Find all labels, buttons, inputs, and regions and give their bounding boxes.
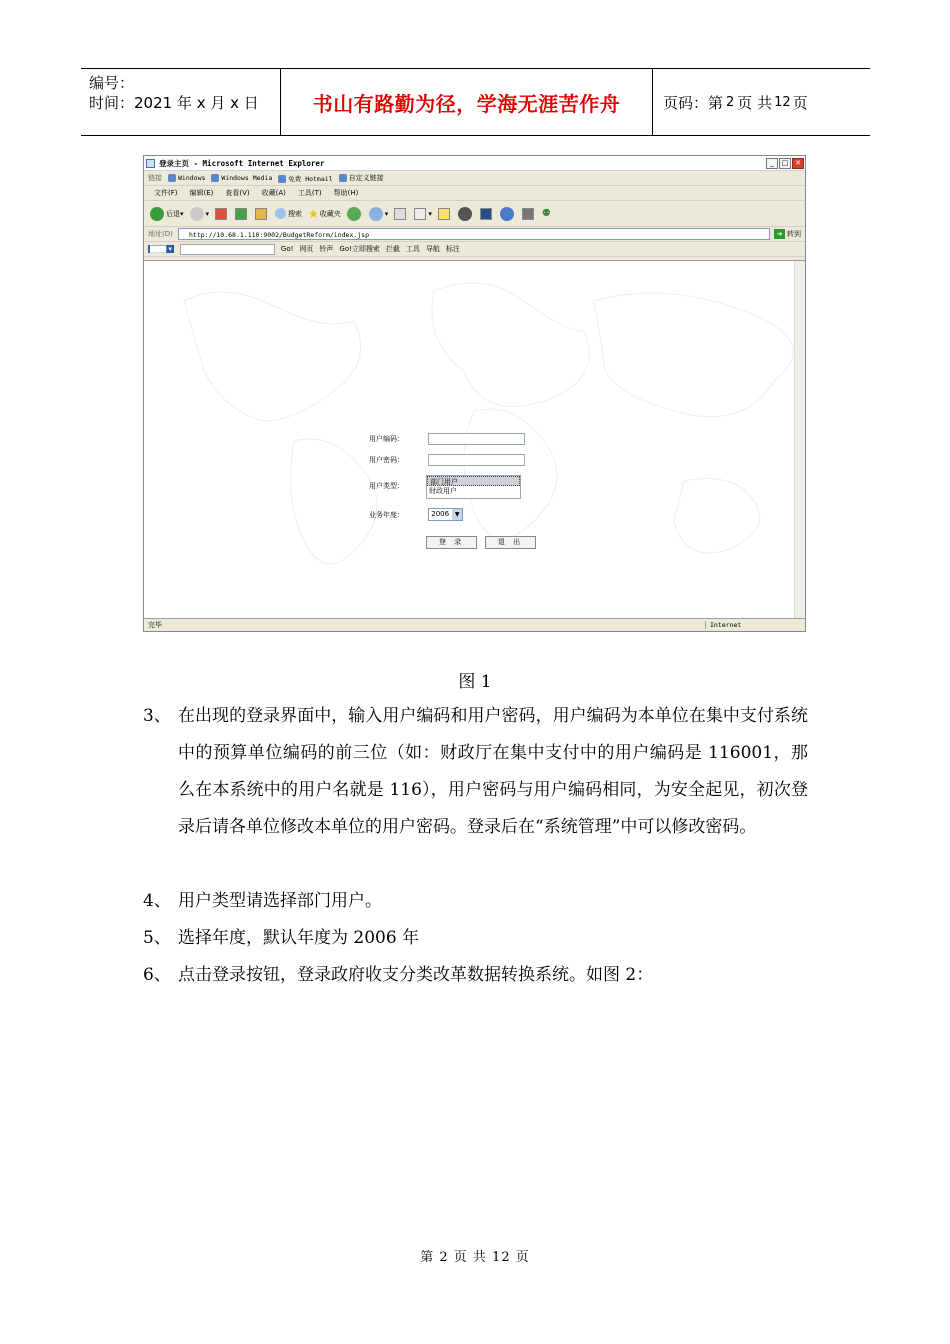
search-icon	[275, 208, 286, 219]
time-label: 时间：2021 年 x 月 x 日	[89, 94, 259, 112]
page-label: 页码：第	[663, 93, 724, 112]
address-input[interactable]: http://10.68.1.110:9002/BudgetReform/index.jsp	[178, 228, 770, 240]
print-button[interactable]	[394, 208, 408, 220]
paragraph-3	[143, 698, 808, 846]
address-bar	[144, 227, 805, 242]
year-select[interactable]: 2006 ▼	[428, 508, 463, 521]
menu-tools[interactable]: 工具(T)	[297, 189, 322, 197]
search-toolbar	[144, 242, 805, 257]
chevron-down-icon: ▼	[452, 509, 462, 520]
menu-file[interactable]: 文件(F)	[154, 189, 178, 197]
links-bar	[144, 171, 805, 186]
mail-button[interactable]: ▾	[369, 207, 389, 221]
page-end: 页	[792, 93, 808, 112]
tb-nav[interactable]: 导航	[425, 245, 440, 253]
search-brand[interactable]: ▇▇▇ ▾	[150, 245, 172, 253]
messenger-icon: ⚉	[541, 208, 551, 219]
close-icon[interactable]: ✕	[792, 158, 804, 169]
exit-button[interactable]: 退 出	[485, 536, 536, 549]
qq-icon	[480, 208, 492, 220]
link-windows[interactable]: Windows	[168, 174, 205, 182]
page-icon	[339, 174, 347, 182]
year-row	[369, 508, 463, 521]
msn-button[interactable]	[458, 207, 474, 221]
page-total: 12	[774, 94, 791, 110]
user-code-row	[369, 433, 525, 445]
paragraph-6	[143, 957, 808, 994]
minimize-icon[interactable]: _	[766, 158, 778, 169]
zone-text: Internet	[705, 621, 805, 629]
item-text: 选择年度，默认年度为 2006 年	[178, 928, 420, 948]
header-left-cell	[81, 69, 281, 135]
user-type-option[interactable]: 部门用户	[427, 476, 520, 486]
tool-button[interactable]	[522, 208, 536, 220]
mail-icon	[369, 207, 383, 221]
page-icon	[168, 174, 176, 182]
back-icon	[150, 207, 164, 221]
go-button[interactable]: ➔ 转到	[774, 229, 801, 239]
item-text: 用户类型请选择部门用户。	[178, 891, 382, 911]
status-text: 完毕	[148, 621, 162, 629]
go-arrow-icon: ➔	[774, 229, 785, 239]
forward-icon	[190, 207, 204, 221]
item-number: 5、	[143, 928, 171, 948]
stop-icon	[215, 208, 227, 220]
page-number-cell	[653, 69, 870, 135]
globe-icon	[500, 207, 514, 221]
item-text: 点击登录按钮，登录政府收支分类改革数据转换系统。如图 2：	[178, 965, 654, 985]
history-icon	[347, 207, 361, 221]
page-content	[144, 260, 805, 618]
ie-window-screenshot	[143, 155, 806, 632]
menu-view[interactable]: 查看(V)	[225, 189, 250, 197]
menu-help[interactable]: 帮助(H)	[333, 189, 359, 197]
link-windows-media[interactable]: Windows Media	[211, 174, 272, 182]
tb-block[interactable]: 拦截	[385, 245, 400, 253]
link-custom[interactable]: 自定义链接	[339, 173, 384, 183]
tb-instant-search[interactable]: Go!立即搜索	[339, 245, 380, 253]
page-icon	[211, 174, 219, 182]
print-icon	[394, 208, 406, 220]
header-table	[81, 68, 870, 136]
links-label: 链接	[148, 174, 162, 182]
link-hotmail[interactable]: 免费 Hotmail	[278, 174, 332, 183]
login-button[interactable]: 登 录	[426, 536, 477, 549]
page-footer: 第 2 页 共 12 页	[420, 1250, 530, 1265]
figure-caption: 图 1	[458, 672, 492, 692]
menu-edit[interactable]: 编辑(E)	[189, 189, 214, 197]
home-button[interactable]	[255, 208, 269, 220]
note-icon	[438, 208, 450, 220]
user-code-label: 用户编码：	[369, 435, 404, 443]
user-type-option[interactable]: 财政用户	[429, 487, 457, 495]
item-text: 在出现的登录界面中，输入用户编码和用户密码，用户编码为本单位在集中支付系统中的预算单位编码的前三位（如：财政厅在集中支付中的用户编码是 116001，那么在本系统中的用户名就是 116），用户密码与用户编码相同，为安全起见，初次登录后请各单位修改本单位的用户密码。登录后在“系统管理”中可以修改密码。	[178, 706, 808, 837]
user-pwd-label: 用户密码：	[369, 456, 404, 464]
status-bar	[144, 618, 805, 631]
globe-button[interactable]	[500, 207, 516, 221]
ie-icon	[146, 159, 155, 168]
history-button[interactable]	[347, 207, 363, 221]
star-icon: ★	[308, 206, 319, 221]
page-icon	[278, 175, 286, 183]
edit-button[interactable]: ▾	[414, 208, 432, 220]
refresh-button[interactable]	[235, 208, 249, 220]
paragraph-5	[143, 920, 808, 957]
user-type-list[interactable]	[426, 475, 521, 499]
tb-webpage[interactable]: 网页	[299, 245, 314, 253]
user-code-input[interactable]	[428, 433, 525, 445]
search-button[interactable]: 搜索	[275, 208, 302, 219]
ie-titlebar	[144, 156, 805, 171]
tb-tools[interactable]: 工具	[405, 245, 420, 253]
menu-favorites[interactable]: 收藏(A)	[261, 189, 286, 197]
home-icon	[255, 208, 267, 220]
page-num: 2	[726, 94, 735, 110]
item-number: 6、	[143, 965, 171, 985]
qq-button[interactable]	[480, 208, 494, 220]
favorites-button[interactable]: ★ 收藏夹	[308, 206, 341, 221]
tb-ringtone[interactable]: 铃声	[319, 245, 334, 253]
search-go[interactable]: Go!	[280, 245, 294, 253]
tool-icon	[522, 208, 534, 220]
user-type-row	[369, 475, 529, 501]
maximize-icon[interactable]: □	[779, 158, 791, 169]
tb-annotate[interactable]: 标注	[445, 245, 460, 253]
messenger-button[interactable]	[542, 208, 551, 219]
number-label: 编号：	[89, 74, 135, 92]
msn-icon	[458, 207, 472, 221]
user-type-label: 用户类型：	[369, 482, 404, 490]
paragraph-4	[143, 883, 808, 920]
motto: 书山有路勤为径，学海无涯苦作舟	[281, 69, 653, 135]
item-number: 4、	[143, 891, 171, 911]
forward-button[interactable]: ▾	[190, 207, 210, 221]
user-pwd-input[interactable]	[428, 454, 525, 466]
refresh-icon	[235, 208, 247, 220]
page-mid: 页 共	[737, 93, 773, 112]
standard-toolbar	[144, 201, 805, 227]
menu-bar	[144, 186, 805, 201]
address-label: 地址(D)	[148, 230, 173, 238]
edit-icon	[414, 208, 426, 220]
item-number: 3、	[143, 706, 171, 726]
user-pwd-row	[369, 454, 525, 466]
search-box[interactable]	[180, 244, 275, 255]
note-button[interactable]	[438, 208, 452, 220]
window-title: 登录主页 - Microsoft Internet Explorer	[159, 158, 325, 168]
stop-button[interactable]	[215, 208, 229, 220]
vertical-scrollbar[interactable]	[794, 261, 805, 618]
year-label: 业务年度：	[369, 510, 404, 519]
back-button[interactable]: 后退 ▾	[150, 207, 184, 221]
